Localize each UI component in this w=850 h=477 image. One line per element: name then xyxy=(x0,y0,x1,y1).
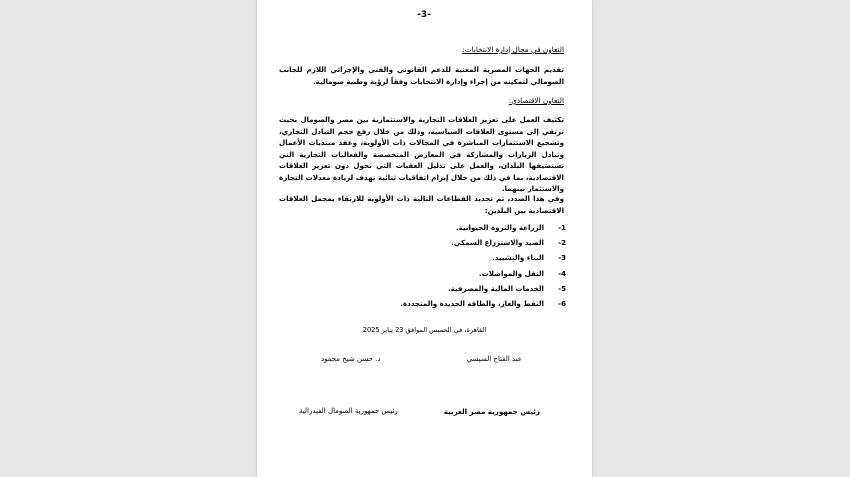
page-number: -3- xyxy=(417,10,431,20)
list-item-text: النفط والغاز، والطاقة الجديدة والمتجددة. xyxy=(400,299,544,308)
list-item xyxy=(306,285,566,292)
signatory-title-somalia: رئيس جمهورية الصومال الفيدرالية xyxy=(299,407,398,415)
list-item xyxy=(306,270,566,277)
list-item xyxy=(306,300,566,307)
signatory-title-egypt: رئيس جمهورية مصر العربية xyxy=(443,407,540,416)
signatory-name-egypt: عبد الفتاح السيسي xyxy=(466,355,522,363)
list-item-number: 1 - xyxy=(552,224,566,231)
list-item-number: 4 - xyxy=(552,270,566,277)
list-item-number: 2 - xyxy=(552,239,566,246)
list-item-text: الزراعة والثروة الحيوانية. xyxy=(455,223,544,232)
list-item xyxy=(306,239,566,246)
list-item-text: البناء والتشييد. xyxy=(492,253,544,262)
list-item-text: النقل والمواصلات. xyxy=(478,269,544,278)
paragraph-economic: تكثيف العمل على تعزيز العلاقات التجارية والاستثمارية بين مصر والصومال بحيث ترتقي إلى مستوى العلاقات السياسية، وذلك من خلال رفع حجم التبادل التجاري، وتشجيع الاستثمارات المباشرة في المجالات ذات الأولوية، وعقد منتديات الأعمال وتبادل الزيارات والمشاركة في المعارض المتخصصة والفعاليات التجارية التي تستضيفها البلدان، والعمل على تذليل العقبات التي تحول دون تعزيز العلاقات الاقتصادية، بما في ذلك من خلال إبرام اتفاقيات ثنائية تهدف لزيادة معدلات التجارة والاستثمار بينهما. xyxy=(279,115,564,193)
date-line: القاهرة، في الخميس الموافق 23 يناير 2025 xyxy=(362,326,487,334)
paragraph-priority-sectors: وفي هذا الصدد، تم تحديد القطاعات التالية ذات الأولوية للارتقاء بمجمل العلاقات الاقتصادية بين البلدين: xyxy=(279,194,564,215)
list-item-text: الخدمات المالية والمصرفية. xyxy=(447,284,544,293)
document-page xyxy=(257,0,592,477)
section-heading-elections: التعاون في مجال إدارة الانتخابات: xyxy=(462,45,564,54)
signatory-name-somalia: د. حسن شيخ محمود xyxy=(321,355,381,363)
list-item-text: الصيد والاستزراع السمكي. xyxy=(451,238,544,247)
list-item-number: 5 - xyxy=(552,285,566,292)
section-heading-economic: التعاون الاقتصادي: xyxy=(508,96,564,105)
list-item xyxy=(306,224,566,231)
list-item-number: 3 - xyxy=(552,254,566,261)
paragraph-elections: تقديم الجهات المصرية المعنية للدعم القانوني والفني والإجرائي اللازم للجانب الصومالي لتمكينه من إجراء وإدارة الانتخابات وفقاً لرؤية وطنية صومالية. xyxy=(279,65,564,86)
list-item-number: 6 - xyxy=(552,300,566,307)
list-item xyxy=(306,254,566,261)
